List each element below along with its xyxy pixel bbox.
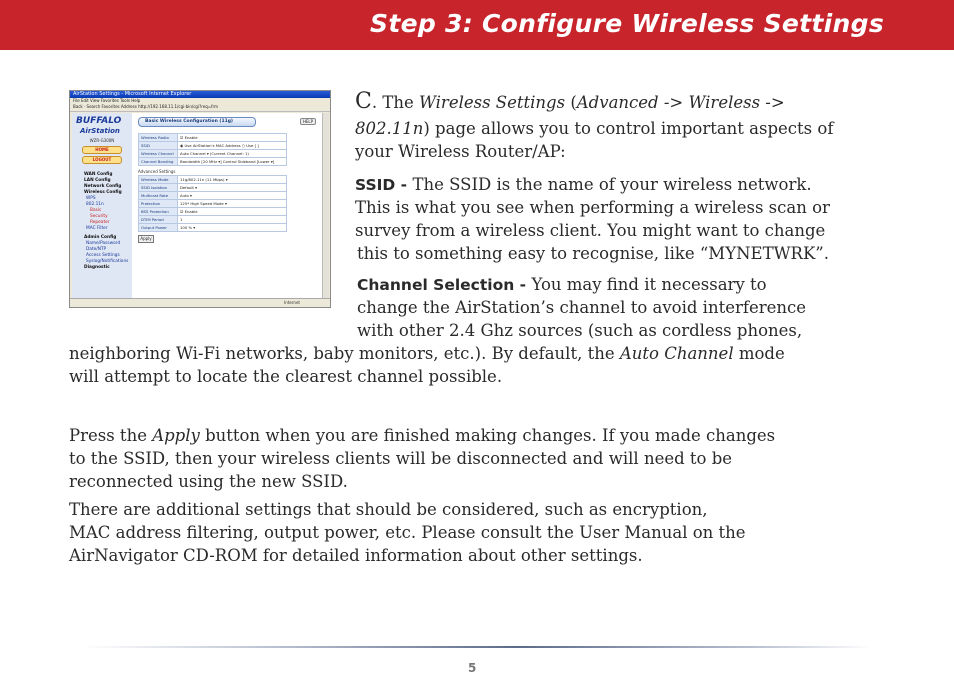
model-label: WZR-G300N (89, 138, 115, 143)
apply-line-3: reconnected using the new SSID. (69, 472, 348, 491)
row-label: Wireless Radio (139, 134, 178, 142)
row-label: Output Power (139, 224, 178, 232)
row-label: Protection (139, 200, 178, 208)
intro-line-3: your Wireless Router/AP: (355, 142, 566, 161)
channel-line-2: change the AirStation’s channel to avoid interference (357, 298, 807, 317)
additional-line-2: MAC address filtering, output power, etc. Please consult the User Manual on the (69, 523, 746, 542)
router-screenshot (69, 90, 331, 308)
channel-line-4 (69, 342, 785, 365)
channel-label: Channel Selection - (357, 276, 532, 294)
row-label: Multicast Rate (139, 192, 178, 200)
intro-italic-path: Advanced -> Wireless -> (576, 93, 785, 112)
intro-text: ) page allows you to control important aspects of (423, 119, 834, 138)
advanced-settings-table (138, 175, 287, 232)
channel-text: mode (733, 344, 785, 363)
logout-button: LOGOUT (82, 156, 122, 164)
table-row (139, 200, 287, 208)
table-row (139, 184, 287, 192)
ssid-line-1 (355, 173, 812, 197)
row-value: 1 (178, 216, 287, 224)
intro-italic-wireless-settings: Wireless Settings (418, 93, 566, 112)
row-value: ☑ Enable (178, 208, 287, 216)
additional-line-3: AirNavigator CD-ROM for detailed information about other settings. (69, 546, 643, 565)
ssid-text: The SSID is the name of your wireless network. (412, 175, 812, 194)
browser-toolbar: Back · Search Favorites Address http://192.168.11.1/cgi-bin/cgi?req=frm (70, 103, 330, 112)
intro-line-2 (355, 117, 833, 140)
row-label: SSID (139, 142, 178, 150)
channel-line-1 (357, 273, 767, 297)
table-row (139, 216, 287, 224)
page-title: Step 3: Configure Wireless Settings (370, 9, 884, 38)
browser-title-bar: AirStation Settings - Microsoft Internet Explorer (70, 91, 330, 98)
nav-admin-config: Admin Config (84, 235, 117, 240)
row-value: Auto ▾ (178, 192, 287, 200)
ssid-line-4: this to something easy to recognise, like “MYNETWRK”. (357, 244, 829, 263)
row-value: Default ▾ (178, 184, 287, 192)
row-value: 100 % ▾ (178, 224, 287, 232)
product-logo: AirStation (80, 127, 120, 135)
nav-mac-filter: MAC Filter (86, 226, 108, 231)
row-value: ◉ Use AirStation's MAC Address ○ Use [ ] (178, 142, 287, 150)
intro-italic-80211n: 802.11n (355, 119, 424, 138)
row-value: ☑ Enable (178, 134, 287, 142)
table-row (139, 192, 287, 200)
row-label: Wireless Channel (139, 150, 178, 158)
apply-line-1 (69, 424, 775, 447)
table-row (139, 208, 287, 216)
basic-settings-table (138, 133, 287, 166)
browser-page (72, 113, 322, 298)
nav-diagnostic: Diagnostic (84, 265, 110, 270)
ssid-line-2: This is what you see when performing a wireless scan or (355, 198, 830, 217)
table-row (139, 176, 287, 184)
nav-admin-item: Date/NTP (86, 247, 107, 252)
row-value: Bandwidth [20 MHz ▾] Control Sideband [Lower ▾] (178, 158, 287, 166)
channel-text: neighboring Wi-Fi networks, baby monitors, etc.). By default, the (69, 344, 620, 363)
nav-basic: Basic (90, 208, 102, 213)
intro-text: ( (565, 93, 577, 112)
row-value: Auto Channel ▾ (Current Channel: 1) (178, 150, 287, 158)
intro-line-1 (355, 90, 785, 114)
header-banner (0, 0, 954, 50)
browser-scrollbar (322, 113, 329, 298)
table-row (139, 142, 287, 150)
intro-text: . The (371, 93, 419, 112)
ssid-label: SSID - (355, 176, 413, 194)
channel-text: You may find it necessary to (531, 275, 767, 294)
row-label: Wireless Mode (139, 176, 178, 184)
row-label: DTIM Period (139, 216, 178, 224)
browser-menu-bar: File Edit View Favorites Tools Help (73, 98, 141, 103)
footer-divider (82, 646, 872, 648)
row-label: BSS Protection (139, 208, 178, 216)
router-main-panel (138, 117, 318, 243)
apply-line-2: to the SSID, then your wireless clients will be disconnected and will need to be (69, 449, 733, 468)
apply-text: Press the (69, 426, 153, 445)
nav-admin-item: Syslog/Notifications (86, 259, 129, 264)
help-button: HELP (300, 118, 316, 125)
nav-admin-item: Access Settings (86, 253, 120, 258)
nav-lan-config: LAN Config (84, 178, 111, 183)
page-number: 5 (468, 661, 477, 675)
row-label: Channel Bonding (139, 158, 178, 166)
home-button: HOME (82, 146, 122, 154)
nav-wan-config: WAN Config (84, 172, 113, 177)
table-row (139, 150, 287, 158)
auto-channel-italic: Auto Channel (619, 344, 734, 363)
channel-line-5: will attempt to locate the clearest channel possible. (69, 367, 503, 386)
nav-admin-item: Name/Password (86, 241, 121, 246)
browser-status-bar: Internet (70, 298, 330, 307)
ssid-line-3: survey from a wireless client. You might want to change (355, 221, 826, 240)
router-sidebar (72, 113, 132, 298)
table-row (139, 158, 287, 166)
table-row (139, 224, 287, 232)
row-value: 11g/802.11n (11 Mbps) ▾ (178, 176, 287, 184)
nav-security: Security (90, 214, 108, 219)
row-value: 125* High Speed Mode ▾ (178, 200, 287, 208)
advanced-settings-heading: Advanced Settings (138, 169, 176, 174)
nav-wps: WPS (86, 196, 96, 201)
apply-button: Apply (138, 235, 154, 243)
apply-text: button when you are finished making changes. If you made changes (199, 426, 776, 445)
nav-wireless-config: Wireless Config (84, 190, 122, 195)
nav-network-config: Network Config (84, 184, 122, 189)
additional-line-1: There are additional settings that should be considered, such as encryption, (69, 500, 708, 519)
channel-line-3: with other 2.4 Ghz sources (such as cordless phones, (357, 321, 803, 340)
brand-logo: BUFFALO (76, 116, 122, 126)
row-label: SSID Isolation (139, 184, 178, 192)
apply-italic: Apply (152, 426, 200, 445)
nav-80211n: 802.11n (86, 202, 104, 207)
config-page-title: Basic Wireless Configuration (11g) (138, 117, 256, 127)
nav-repeater: Repeater (90, 220, 110, 225)
table-row (139, 134, 287, 142)
drop-cap: C (355, 89, 372, 114)
